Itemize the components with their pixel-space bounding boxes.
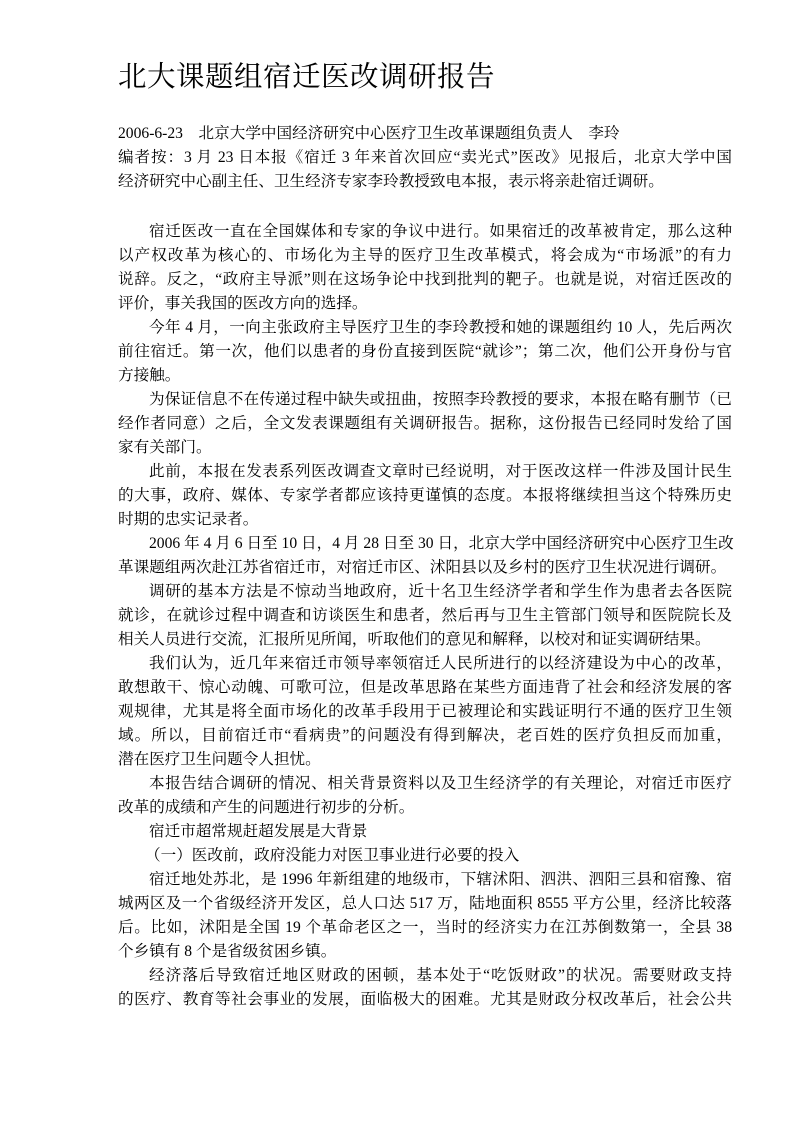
editor-note-line: 经济研究中心副主任、卫生经济专家李玲教授致电本报，表示将亲赴宿迁调研。: [118, 173, 664, 190]
paragraph: [118, 820, 732, 844]
article-paragraphs: [118, 220, 732, 1012]
paragraph-line: 革课题组两次赴江苏省宿迁市，对宿迁市区、沭阳县以及乡村的医疗卫生状况进行调研。: [118, 559, 727, 576]
paragraph-line: 经作者同意）之后，全文发表课题组有关调研报告。据称，这份报告已经同时发给了国: [118, 415, 732, 432]
paragraph-line: 宿迁医改一直在全国媒体和专家的争议中进行。如果宿迁的改革被肯定，那么这种: [149, 223, 732, 240]
paragraph-line: 时期的忠实记录者。: [118, 511, 259, 528]
paragraph-line: （一）医改前，政府没能力对医卫事业进行必要的投入: [145, 847, 520, 864]
paragraph-line: 敢想敢干、惊心动魄、可歌可泣，但是改革思路在某些方面违背了社会和经济发展的客: [118, 679, 732, 696]
document-title: 北大课题组宿迁医改调研报告: [118, 60, 496, 93]
paragraph-line: 此前，本报在发表系列医改调查文章时已经说明，对于医改这样一件涉及国计民生: [149, 463, 732, 480]
paragraph-line: 的大事，政府、媒体、专家学者都应该持更谨慎的态度。本报将继续担当这个特殊历史: [118, 487, 732, 504]
paragraph: [118, 580, 732, 652]
paragraph: [118, 460, 732, 532]
paragraph: [118, 964, 732, 1012]
paragraph-line: 说辞。反之，“政府主导派”则在这场争论中找到批判的靶子。也就是说，对宿迁医改的: [118, 271, 732, 288]
byline: 2006-6-23 北京大学中国经济研究中心医疗卫生改革课题组负责人 李玲: [118, 125, 620, 142]
paragraph-line: 今年 4 月，一向主张政府主导医疗卫生的李玲教授和她的课题组约 10 人，先后两次: [149, 319, 732, 336]
paragraph-line: 改革的成绩和产生的问题进行初步的分析。: [118, 799, 415, 816]
paragraph-line: 前往宿迁。第一次，他们以患者的身份直接到医院“就诊”；第二次，他们公开身份与官: [118, 343, 732, 360]
paragraph: [118, 652, 732, 772]
paragraph-line: 的医疗、教育等社会事业的发展，面临极大的困难。尤其是财政分权改革后，社会公共: [118, 991, 732, 1008]
paragraph-line: 调研的基本方法是不惊动当地政府，近十名卫生经济学者和学生作为患者去各医院: [149, 583, 732, 600]
paragraph-line: 家有关部门。: [118, 439, 212, 456]
paragraph-line: 为保证信息不在传递过程中缺失或扭曲，按照李玲教授的要求，本报在略有删节（已: [149, 391, 732, 408]
paragraph: [118, 772, 732, 820]
paragraph-line: 后。比如，沭阳是全国 19 个革命老区之一，当时的经济实力在江苏倒数第一，全县 38: [118, 919, 732, 936]
document-body: [118, 122, 732, 1012]
editor-note-line: 编者按：3 月 23 日本报《宿迁 3 年来首次回应“卖光式”医改》见报后，北京大学中国: [118, 149, 732, 166]
paragraph: [118, 844, 732, 868]
paragraph-line: 相关人员进行交流，汇报所见所闻，听取他们的意见和解释，以校对和证实调研结果。: [118, 631, 711, 648]
paragraph-line: 宿迁地处苏北，是 1996 年新组建的地级市，下辖沭阳、泗洪、泗阳三县和宿豫、宿: [149, 871, 732, 888]
paragraph-line: 评价，事关我国的医改方向的选择。: [118, 295, 368, 312]
paragraph-line: 个乡镇有 8 个是省级贫困乡镇。: [118, 943, 337, 960]
paragraph: [118, 220, 732, 316]
paragraph-line: 本报告结合调研的情况、相关背景资料以及卫生经济学的有关理论，对宿迁市医疗: [149, 775, 732, 792]
paragraph-line: 方接触。: [118, 367, 181, 384]
paragraph-line: 就诊，在就诊过程中调查和访谈医生和患者，然后再与卫生主管部门领导和医院院长及: [118, 607, 732, 624]
paragraph-line: 2006 年 4 月 6 日至 10 日，4 月 28 日至 30 日，北京大学中国经济研究中心医疗卫生改: [149, 535, 734, 552]
paragraph-line: 域。所以，目前宿迁市“看病贵”的问题没有得到解决，老百姓的医疗负担反而加重，: [118, 727, 732, 744]
paragraph-line: 潜在医疗卫生问题令人担忧。: [118, 751, 321, 768]
spacer: [118, 194, 732, 220]
paragraph-line: 我们认为，近几年来宿迁市领导率领宿迁人民所进行的以经济建设为中心的改革，: [149, 655, 732, 672]
paragraph: [118, 388, 732, 460]
paragraph: [118, 316, 732, 388]
paragraph-line: 以产权改革为核心的、市场化为主导的医疗卫生改革模式，将会成为“市场派”的有力: [118, 247, 732, 264]
paragraph-line: 观规律，尤其是将全面市场化的改革手段用于已被理论和实践证明行不通的医疗卫生领: [118, 703, 732, 720]
paragraph-line: 宿迁市超常规赶超发展是大背景: [149, 823, 368, 840]
paragraph-line: 城两区及一个省级经济开发区，总人口达 517 万，陆地面积 8555 平方公里，经济比较落: [118, 895, 732, 912]
paragraph-line: 经济落后导致宿迁地区财政的困顿，基本处于“吃饭财政”的状况。需要财政支持: [149, 967, 732, 984]
paragraph: [118, 868, 732, 964]
paragraph: [118, 532, 732, 580]
